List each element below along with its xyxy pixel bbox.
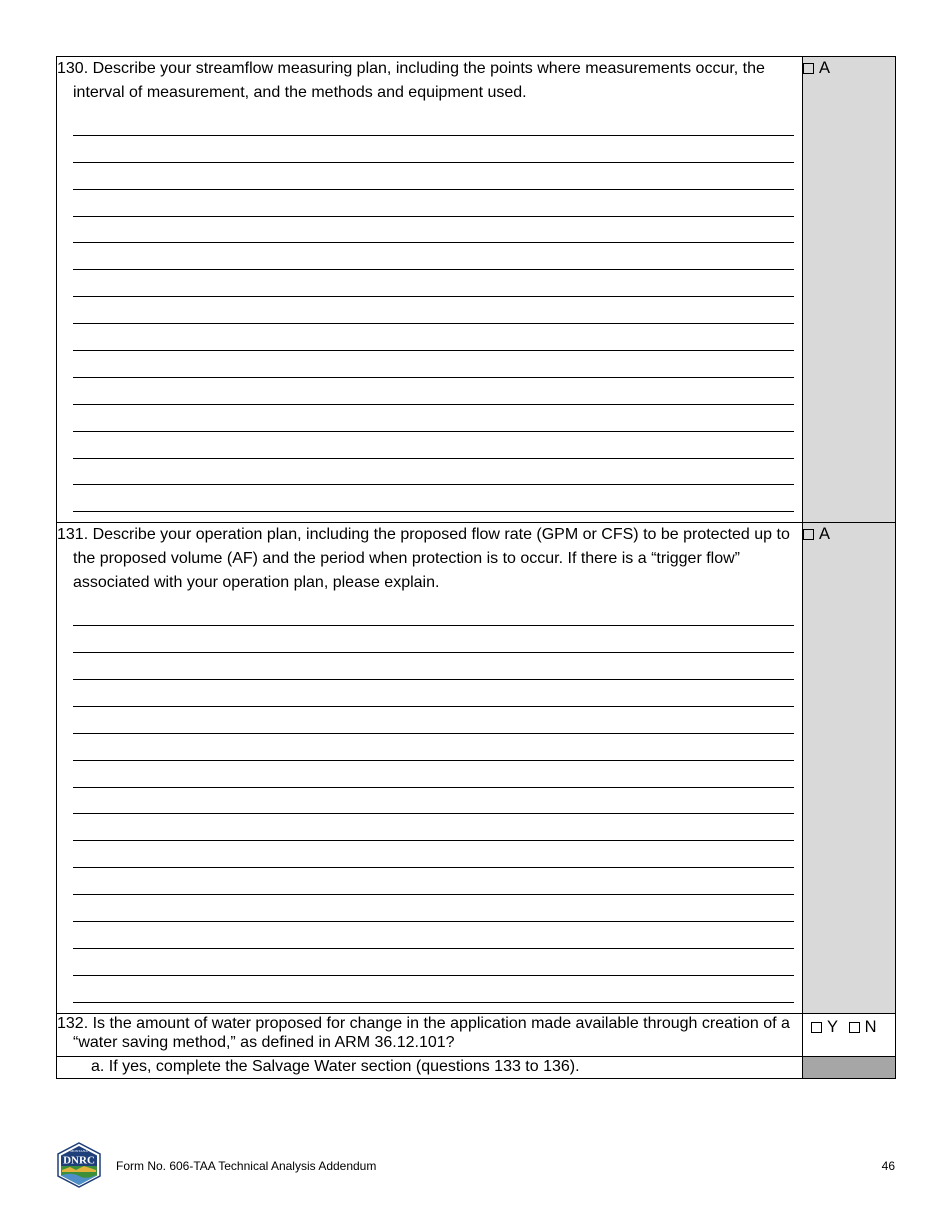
answer-line[interactable] xyxy=(73,653,794,680)
question-row-130 xyxy=(57,57,896,523)
answer-line[interactable] xyxy=(73,707,794,734)
question-row-132a xyxy=(57,1056,896,1078)
answer-check-cell-132 xyxy=(803,1013,896,1056)
answer-line[interactable] xyxy=(73,217,794,244)
answer-lines-130[interactable] xyxy=(57,105,802,522)
question-text-130: 130. Describe your streamflow measuring plan, including the points where measurements occur, the interval of measurement, and the methods and equipment used. xyxy=(57,60,765,101)
answer-line[interactable] xyxy=(73,163,794,190)
checkbox-a-130[interactable]: A xyxy=(803,57,830,79)
answer-line[interactable] xyxy=(73,136,794,163)
checkbox-icon[interactable] xyxy=(811,1022,822,1033)
question-cell-131 xyxy=(57,523,803,1013)
answer-check-cell-131 xyxy=(803,523,896,1013)
answer-check-cell-132a xyxy=(803,1056,896,1078)
checkbox-icon[interactable] xyxy=(849,1022,860,1033)
answer-line[interactable] xyxy=(73,841,794,868)
question-row-131 xyxy=(57,523,896,1013)
answer-line[interactable] xyxy=(73,680,794,707)
answer-line[interactable] xyxy=(73,324,794,351)
answer-line[interactable] xyxy=(73,814,794,841)
answer-line[interactable] xyxy=(73,922,794,949)
page-number: 46 xyxy=(881,1159,895,1173)
answer-lines-131[interactable] xyxy=(57,595,802,1012)
answer-line[interactable] xyxy=(73,405,794,432)
form-table xyxy=(56,56,896,1079)
answer-line[interactable] xyxy=(73,976,794,1003)
answer-line[interactable] xyxy=(73,243,794,270)
checkbox-icon[interactable] xyxy=(803,529,814,540)
answer-line[interactable] xyxy=(73,297,794,324)
answer-line[interactable] xyxy=(73,270,794,297)
page-footer xyxy=(56,1142,895,1188)
answer-line[interactable] xyxy=(73,485,794,512)
answer-line[interactable] xyxy=(73,734,794,761)
answer-line[interactable] xyxy=(73,109,794,136)
answer-line[interactable] xyxy=(73,351,794,378)
answer-line[interactable] xyxy=(73,599,794,626)
question-text-132: 132. Is the amount of water proposed for change in the application made available through creation of a “water saving method,” as defined in ARM 36.12.101? xyxy=(57,1014,790,1051)
checkbox-no-132[interactable]: N xyxy=(849,1016,877,1038)
logo-subtext: MONTANA xyxy=(70,1149,88,1153)
answer-line[interactable] xyxy=(73,949,794,976)
answer-line[interactable] xyxy=(73,432,794,459)
answer-line[interactable] xyxy=(73,895,794,922)
checkbox-a-131[interactable]: A xyxy=(803,523,830,545)
answer-line[interactable] xyxy=(73,378,794,405)
question-text-132a: a. If yes, complete the Salvage Water section (questions 133 to 136). xyxy=(91,1057,580,1075)
form-title: Form No. 606-TAA Technical Analysis Addendum xyxy=(116,1159,377,1173)
checkbox-yes-132[interactable]: Y xyxy=(811,1016,838,1038)
question-cell-132 xyxy=(57,1013,803,1056)
question-row-132 xyxy=(57,1013,896,1056)
answer-line[interactable] xyxy=(73,626,794,653)
logo-text: DNRC xyxy=(63,1154,95,1167)
answer-line[interactable] xyxy=(73,459,794,486)
question-text-131: 131. Describe your operation plan, including the proposed flow rate (GPM or CFS) to be protected up to the proposed volume (AF) and the period when protection is to occur. If there is a “trigger flow” associated with your operation plan, please explain. xyxy=(57,526,790,592)
answer-check-cell-130 xyxy=(803,57,896,523)
question-cell-130 xyxy=(57,57,803,523)
dnrc-logo xyxy=(56,1142,102,1188)
answer-line[interactable] xyxy=(73,761,794,788)
question-cell-132a xyxy=(57,1056,803,1078)
answer-line[interactable] xyxy=(73,190,794,217)
answer-line[interactable] xyxy=(73,788,794,815)
checkbox-icon[interactable] xyxy=(803,63,814,74)
answer-line[interactable] xyxy=(73,868,794,895)
